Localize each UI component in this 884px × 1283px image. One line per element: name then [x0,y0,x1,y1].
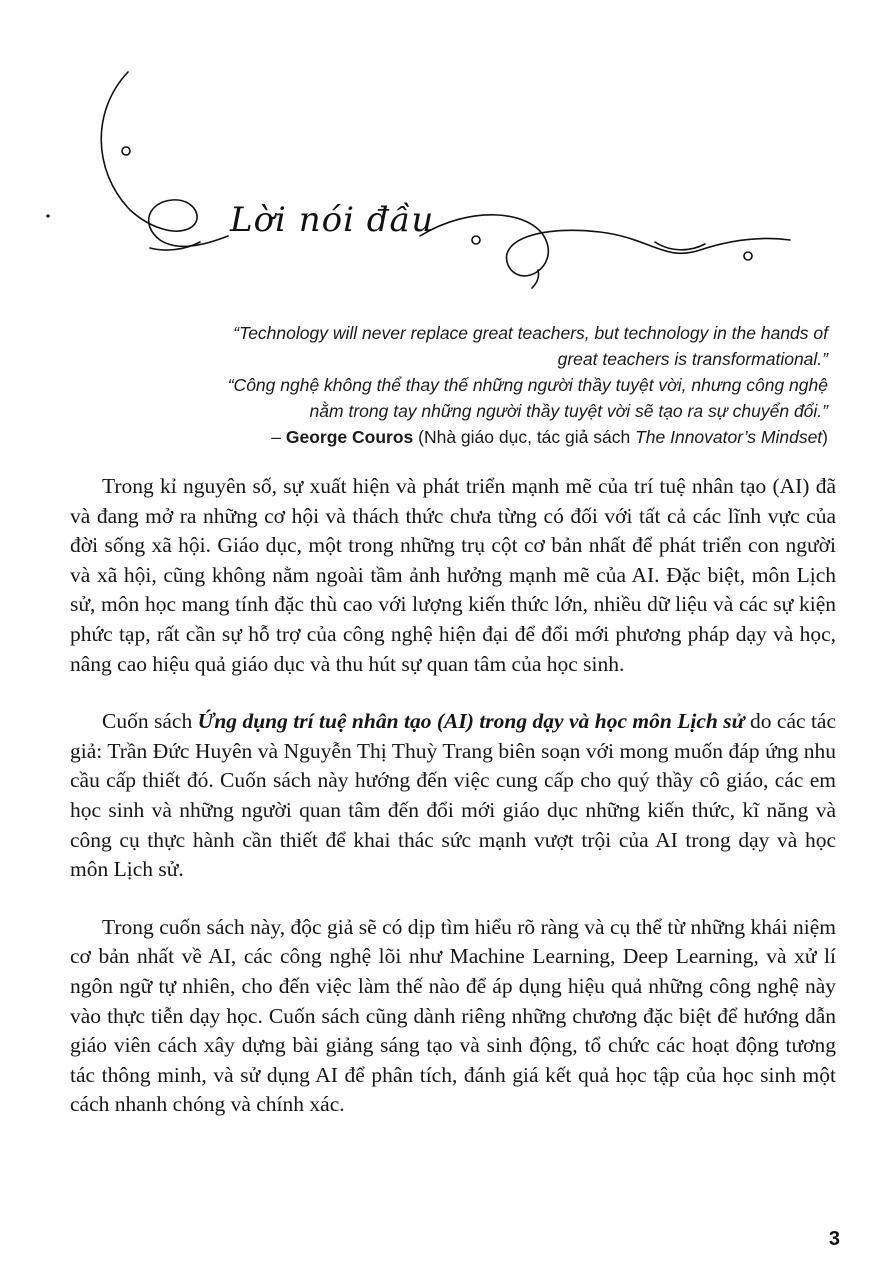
quote-vietnamese-line-2: nằm trong tay những người thầy tuyệt vời sẽ tạo ra sự chuyển đổi.” [309,401,828,421]
quote-attribution [108,424,828,450]
quote-english-line-2: great teachers is transformational.” [557,349,828,369]
attribution-description: (Nhà giáo dục, tác giả sách [413,427,636,447]
attribution-dash: – [271,427,286,447]
decorative-flourish-icon [0,0,884,300]
quote-english-line-1: “Technology will never replace great teachers, but technology in the hands of [233,323,828,343]
quote-vietnamese-line-1: “Công nghệ không thể thay thế những người thầy tuyệt vời, nhưng công nghệ [227,375,828,395]
book-title: Ứng dụng trí tuệ nhân tạo (AI) trong dạy và học môn Lịch sử [197,709,745,734]
paragraph-1: Trong kỉ nguyên số, sự xuất hiện và phát triển mạnh mẽ của trí tuệ nhân tạo (AI) đã và đang mở ra những cơ hội và thách thức chưa từng có đối với tất cả các lĩnh vực của đời sống xã hội. Giáo dục, một trong những trụ cột cơ bản nhất để phát triển con người và xã hội, cũng không nằm ngoài tầm ảnh hưởng mạnh mẽ của AI. Đặc biệt, môn Lịch sử, môn học mang tính đặc thù cao với lượng kiến thức lớn, nhiều dữ liệu và các sự kiện phức tạp, rất cần sự hỗ trợ của công nghệ hiện đại để đổi mới phương pháp dạy và học, nâng cao hiệu quả giáo dục và thu hút sự quan tâm của học sinh. [70,474,836,676]
attribution-name: George Couros [285,427,414,447]
epigraph-quote [108,320,828,450]
page-number: 3 [828,1228,840,1250]
paragraph-3: Trong cuốn sách này, độc giả sẽ có dịp tìm hiểu rõ ràng và cụ thể từ những khái niệm cơ bản nhất về AI, các công nghệ lõi như Machine Learning, Deep Learning, và xử lí ngôn ngữ tự nhiên, cho đến việc làm thế nào để áp dụng hiệu quả những công nghệ này vào thực tiễn dạy học. Cuốn sách cũng dành riêng những chương đặc biệt để hướng dẫn giáo viên cách xây dựng bài giảng sáng tạo và sinh động, tổ chức các hoạt động tương tác thông minh, và sử dụng AI để phân tích, đánh giá kết quả học tập của học sinh một cách nhanh chóng và chính xác. [70,914,836,1117]
paragraph-2-start: Cuốn sách [102,709,198,734]
paragraph-2-rest: do các tác giả: Trần Đức Huyên và Nguyễn Thị Thuỳ Trang biên soạn với mong muốn đáp ứng nhu cầu cấp thiết đó. Cuốn sách này hướng đến việc cung cấp cho quý thầy cô giáo, các em học sinh và những người quan tâm đến đổi mới giáo dục những kiến thức, kĩ năng và công cụ thực hành cần thiết để khai thác sức mạnh vượt trội của AI trong dạy và học môn Lịch sử. [70,709,837,882]
attribution-close: ) [822,427,828,447]
page-title: Lời nói đầu [230,200,435,240]
body-text [70,472,836,1148]
attribution-book-title: The Innovator’s Mindset [635,427,823,447]
paragraph-2 [70,707,836,885]
